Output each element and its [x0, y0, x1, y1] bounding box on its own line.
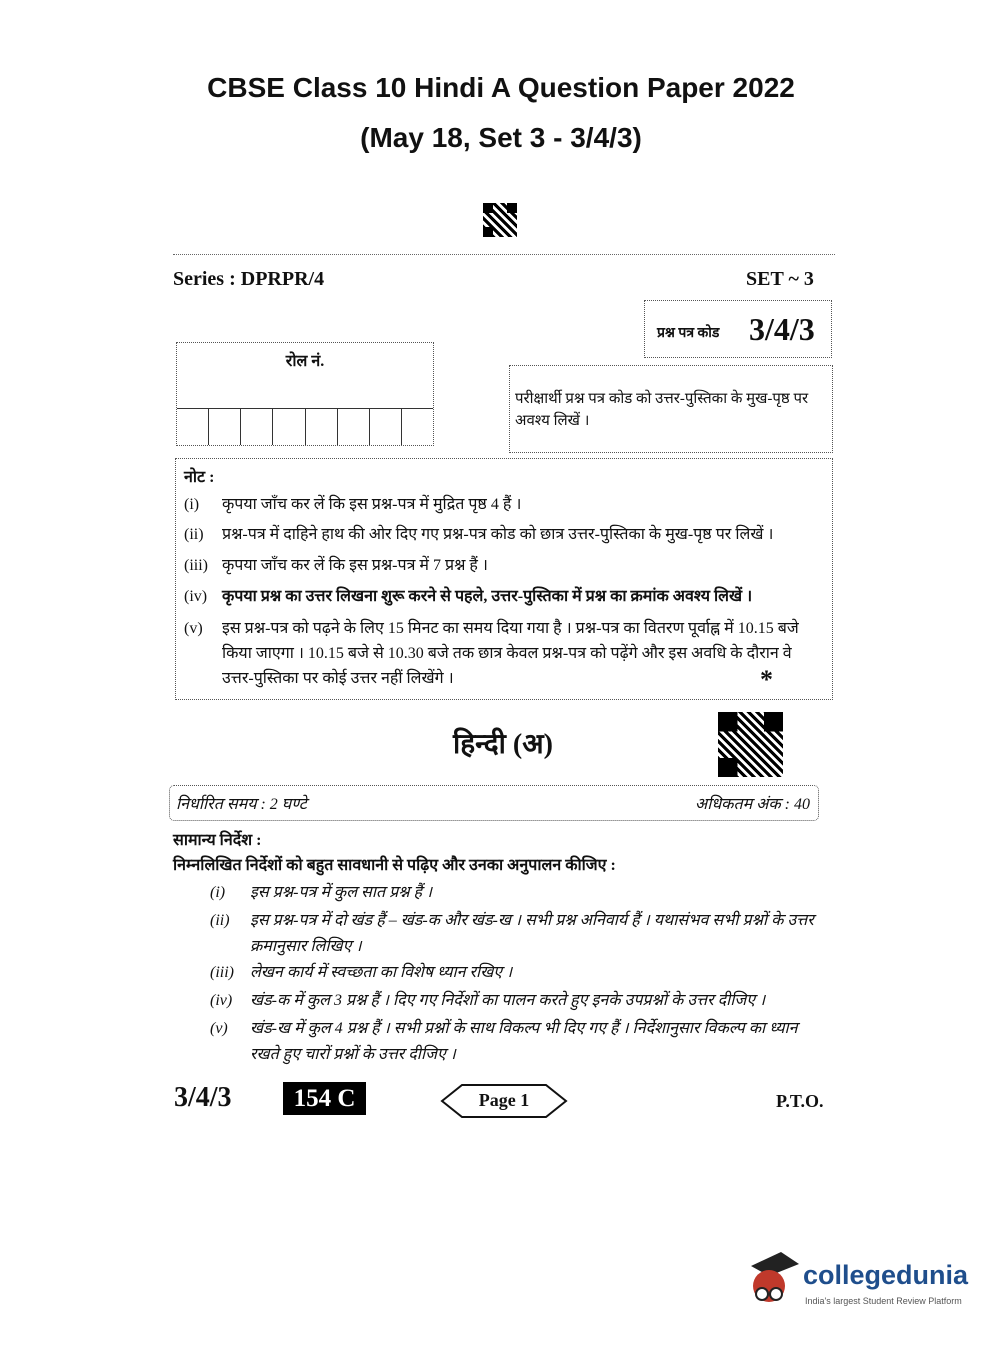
note-item: (iv) कृपया प्रश्न का उत्तर लिखना शुरू करने से पहले, उत्तर-पुस्तिका में प्रश्न का क्रमांक अवश्य लिखें ।: [184, 588, 753, 605]
footer-code: 3/4/3: [174, 1082, 232, 1113]
divider: [173, 254, 835, 255]
logo-name: collegedunia: [803, 1260, 969, 1290]
instruction-item: (i) इस प्रश्न-पत्र में कुल सात प्रश्न हैं ।: [210, 884, 433, 901]
time-allowed: निर्धारित समय : 2 घण्टे: [176, 796, 307, 813]
document-title: CBSE Class 10 Hindi A Question Paper 2022: [207, 72, 795, 103]
paper-code-label: प्रश्न पत्र कोड: [657, 326, 720, 341]
note-item: (i) कृपया जाँच कर लें कि इस प्रश्न-पत्र में मुद्रित पृष्ठ 4 हैं ।: [184, 496, 522, 513]
note-heading: नोट :: [184, 469, 215, 486]
subject-title: हिन्दी (अ): [453, 729, 553, 760]
star-mark: *: [760, 665, 773, 694]
collegedunia-logo: [745, 1250, 975, 1310]
time-marks-box: [169, 785, 819, 821]
set-label: SET ~ 3: [746, 268, 814, 290]
footer-box: 154 C: [283, 1082, 366, 1115]
roll-number-box: [176, 342, 434, 446]
page-number: Page 1: [478, 1090, 530, 1110]
note-item: (ii) प्रश्न-पत्र में दाहिने हाथ की ओर दिए गए प्रश्न-पत्र कोड को छात्र उत्तर-पुस्तिका के मुख-पृष्ठ पर लिखें ।: [184, 526, 774, 543]
instruction-item: (iii) लेखन कार्य में स्वच्छता का विशेष ध्यान रखिए ।: [210, 964, 513, 981]
qr-code: [718, 712, 783, 777]
instruction-item: (ii) इस प्रश्न-पत्र में दो खंड हैं – खंड-क और खंड-ख । सभी प्रश्न अनिवार्य हैं । यथासंभव सभी प्रश्नों के उत्तर क्रमानुसार लिखिए ।: [210, 912, 814, 955]
instruction-item: (iv) खंड-क में कुल 3 प्रश्न हैं । दिए गए निर्देशों का पालन करते हुए इनके उपप्रश्नों के उत्तर दीजिए ।: [210, 992, 766, 1009]
general-instructions-heading: सामान्य निर्देश :: [173, 832, 262, 849]
note-item: (iii) कृपया जाँच कर लें कि इस प्रश्न-पत्र में 7 प्रश्न हैं ।: [184, 557, 488, 574]
paper-code-box: [644, 300, 832, 358]
max-marks: अधिकतम अंक : 40: [694, 796, 810, 813]
instruction-item: (v) खंड-ख में कुल 4 प्रश्न हैं । सभी प्रश्नों के साथ विकल्प भी दिए गए हैं । निर्देशानुसार विकल्प का ध्यान रखते हुए चारों प्रश्नों के उत्तर दीजिए ।: [210, 1020, 798, 1063]
logo-tagline: India's largest Student Review Platform: [805, 1296, 962, 1306]
series-label: Series : DPRPR/4: [173, 268, 325, 290]
roll-number-label: रोल नं.: [285, 353, 325, 370]
roll-number-cells[interactable]: [177, 408, 433, 445]
code-instruction: परीक्षार्थी प्रश्न पत्र कोड को उत्तर-पुस्तिका के मुख-पृष्ठ पर अवश्य लिखें ।: [515, 391, 809, 429]
qr-code-small: [483, 203, 517, 237]
pto-label: P.T.O.: [776, 1091, 824, 1111]
general-instructions-sub: निम्नलिखित निर्देशों को बहुत सावधानी से पढ़िए और उनका अनुपालन कीजिए :: [173, 857, 616, 874]
note-box: [175, 458, 833, 700]
mascot-icon: [745, 1250, 801, 1310]
note-item: (v) इस प्रश्न-पत्र को पढ़ने के लिए 15 मिनट का समय दिया गया है । प्रश्न-पत्र का वितरण पूर्वाह्न में 10.15 बजे किया जाएगा । 10.15 बजे से 10.30 बजे तक छात्र केवल प्रश्न-पत्र को पढ़ेंगे और इस अवधि के दौरान वे उत्तर-पुस्तिका पर कोई उत्तर नहीं लिखेंगे ।: [184, 620, 799, 687]
paper-code: 3/4/3: [749, 311, 815, 347]
code-instruction-box: [509, 365, 833, 453]
document-subtitle: (May 18, Set 3 - 3/4/3): [360, 122, 642, 153]
